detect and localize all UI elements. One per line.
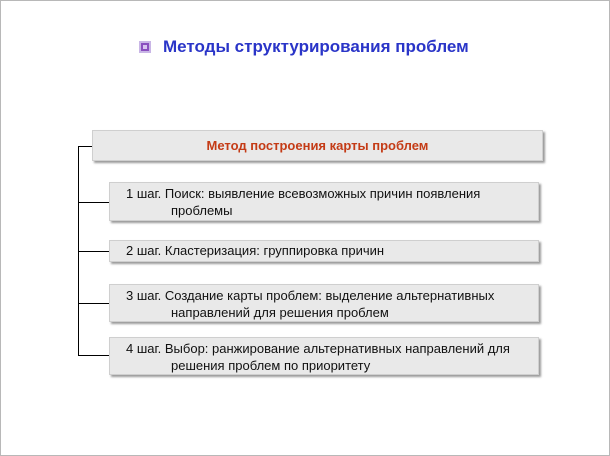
tree-connector-header — [78, 146, 93, 147]
step-box-4 — [109, 337, 539, 375]
slide-title: Методы структурирования проблем — [163, 37, 469, 56]
tree-connector-step-3 — [78, 303, 109, 304]
step-box-2 — [109, 240, 539, 262]
method-header-box — [92, 130, 543, 161]
tree-connector-step-2 — [78, 251, 109, 252]
step-3-line-2: направлений для решения проблем — [171, 304, 389, 320]
title-row — [139, 37, 469, 57]
step-box-1 — [109, 182, 539, 221]
tree-connector-step-1 — [78, 202, 109, 203]
tree-connector-step-4 — [78, 355, 109, 356]
step-3-line-1: 3 шаг. Создание карты проблем: выделение альтернативных — [126, 288, 495, 303]
step-2-line-1: 2 шаг. Кластеризация: группировка причин — [126, 243, 385, 258]
step-box-3 — [109, 284, 539, 322]
step-1-line-1: 1 шаг. Поиск: выявление всевозможных причин появления — [126, 186, 481, 201]
step-1-line-2: проблемы — [171, 202, 233, 218]
step-4-line-1: 4 шаг. Выбор: ранжирование альтернативных направлений для — [126, 341, 510, 356]
purple-square-bullet-icon — [139, 41, 151, 53]
method-header-text: Метод построения карты проблем — [206, 138, 429, 153]
step-4-line-2: решения проблем по приоритету — [171, 357, 371, 373]
